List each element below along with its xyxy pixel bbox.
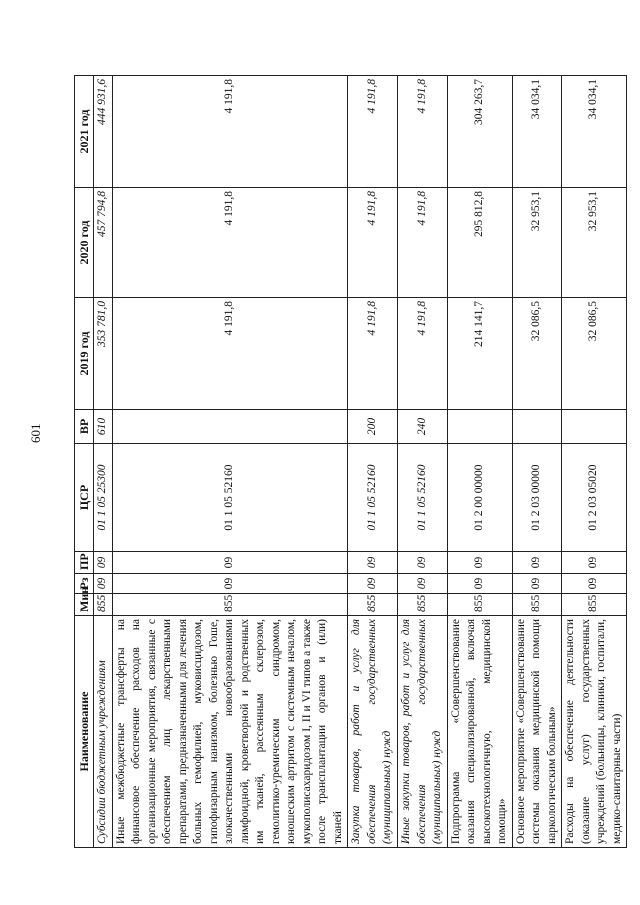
row-pr: 09	[447, 552, 512, 574]
row-vr	[562, 410, 627, 444]
row-2020: 4 191,8	[348, 188, 398, 298]
row-2020: 32 953,1	[562, 188, 627, 298]
header-row	[75, 76, 94, 848]
row-name: Основное мероприятие «Совершенствование системы оказания медицинской помощи наркологическим больным»	[512, 616, 562, 848]
row-csr: 01 1 05 25300	[94, 444, 113, 552]
header-pr: ПР	[75, 552, 94, 574]
row-pr: 09	[112, 552, 348, 574]
row-2019: 32 086,5	[562, 298, 627, 410]
row-2019: 32 086,5	[512, 298, 562, 410]
row-2021: 4 191,8	[397, 76, 447, 188]
row-csr: 01 1 05 52160	[397, 444, 447, 552]
row-rz: 09	[94, 574, 113, 594]
row-2019: 214 141,7	[447, 298, 512, 410]
row-vr: 240	[397, 410, 447, 444]
row-pr: 09	[397, 552, 447, 574]
row-name: Расходы на обеспечение деятельности (оказание услуг) государственных учреждений (больницы, клиники, госпитали, медико-санитарные части)	[562, 616, 627, 848]
table-row	[397, 76, 447, 848]
row-rz: 09	[397, 574, 447, 594]
row-csr: 01 1 05 52160	[112, 444, 348, 552]
row-2020: 32 953,1	[512, 188, 562, 298]
row-name: Подпрограмма «Совершенствование оказания специализированной, включая высокотехнологичную, медицинской помощи»	[447, 616, 512, 848]
row-2021: 444 931,6	[94, 76, 113, 188]
row-rz: 09	[562, 574, 627, 594]
row-min: 855	[447, 594, 512, 616]
budget-table	[74, 75, 627, 848]
row-rz: 09	[348, 574, 398, 594]
table-row	[512, 76, 562, 848]
row-name: Субсидии бюджетным учреждениям	[94, 616, 113, 848]
header-min: Мин	[75, 594, 94, 616]
row-2020: 295 812,8	[447, 188, 512, 298]
row-2019: 4 191,8	[348, 298, 398, 410]
row-min: 855	[562, 594, 627, 616]
row-pr: 09	[94, 552, 113, 574]
row-min: 855	[512, 594, 562, 616]
header-csr: ЦСР	[75, 444, 94, 552]
row-pr: 09	[562, 552, 627, 574]
row-2020: 4 191,8	[112, 188, 348, 298]
row-min: 855	[112, 594, 348, 616]
header-2020: 2020 год	[75, 188, 94, 298]
row-vr: 610	[94, 410, 113, 444]
row-vr	[112, 410, 348, 444]
table-row	[112, 76, 348, 848]
row-csr: 01 2 03 00000	[512, 444, 562, 552]
row-2021: 34 034,1	[562, 76, 627, 188]
row-min: 855	[94, 594, 113, 616]
table-row	[94, 76, 113, 848]
table-row	[562, 76, 627, 848]
row-name: Иные закупки товаров, работ и услуг для обеспечения государственных (муниципальных) нужд	[397, 616, 447, 848]
row-min: 855	[397, 594, 447, 616]
table-row	[447, 76, 512, 848]
rotated-table-container	[74, 76, 623, 848]
row-pr: 09	[512, 552, 562, 574]
row-2019: 4 191,8	[397, 298, 447, 410]
row-name: Закупка товаров, работ и услуг для обеспечения государственных (муниципальных) нужд	[348, 616, 398, 848]
row-name: Иные межбюджетные трансферты на финансовое обеспечение расходов на организационные мероприятия, связанные с обеспечением лиц лекарственными препаратами, предназначенными для лечения больных гемофилией, муковисцидозом, гипофизарным нанизмом, болезнью Гоше, злокачественными новообразованиями лимфоидной, кроветворной и родственных им тканей, рассеянным склерозом, гемолитико-уремическим синдромом, юношеским артритом с системным началом, мукополисахаридозом I, II и VI типов а также после трансплантации органов и (или) тканей	[112, 616, 348, 848]
header-rz: Рз	[75, 574, 94, 594]
row-min: 855	[348, 594, 398, 616]
row-2021: 304 263,7	[447, 76, 512, 188]
row-vr	[512, 410, 562, 444]
row-rz: 09	[512, 574, 562, 594]
header-2021: 2021 год	[75, 76, 94, 188]
row-2021: 34 034,1	[512, 76, 562, 188]
row-2019: 4 191,8	[112, 298, 348, 410]
row-csr: 01 1 05 52160	[348, 444, 398, 552]
header-2019: 2019 год	[75, 298, 94, 410]
row-2021: 4 191,8	[348, 76, 398, 188]
row-vr: 200	[348, 410, 398, 444]
header-name: Наименование	[75, 616, 94, 848]
row-rz: 09	[447, 574, 512, 594]
page-number: 601	[28, 423, 43, 443]
row-csr: 01 2 03 05020	[562, 444, 627, 552]
row-2021: 4 191,8	[112, 76, 348, 188]
row-2019: 353 781,0	[94, 298, 113, 410]
row-2020: 457 794,8	[94, 188, 113, 298]
table-row	[348, 76, 398, 848]
row-2020: 4 191,8	[397, 188, 447, 298]
row-rz: 09	[112, 574, 348, 594]
row-csr: 01 2 00 00000	[447, 444, 512, 552]
header-vr: ВР	[75, 410, 94, 444]
row-pr: 09	[348, 552, 398, 574]
row-vr	[447, 410, 512, 444]
